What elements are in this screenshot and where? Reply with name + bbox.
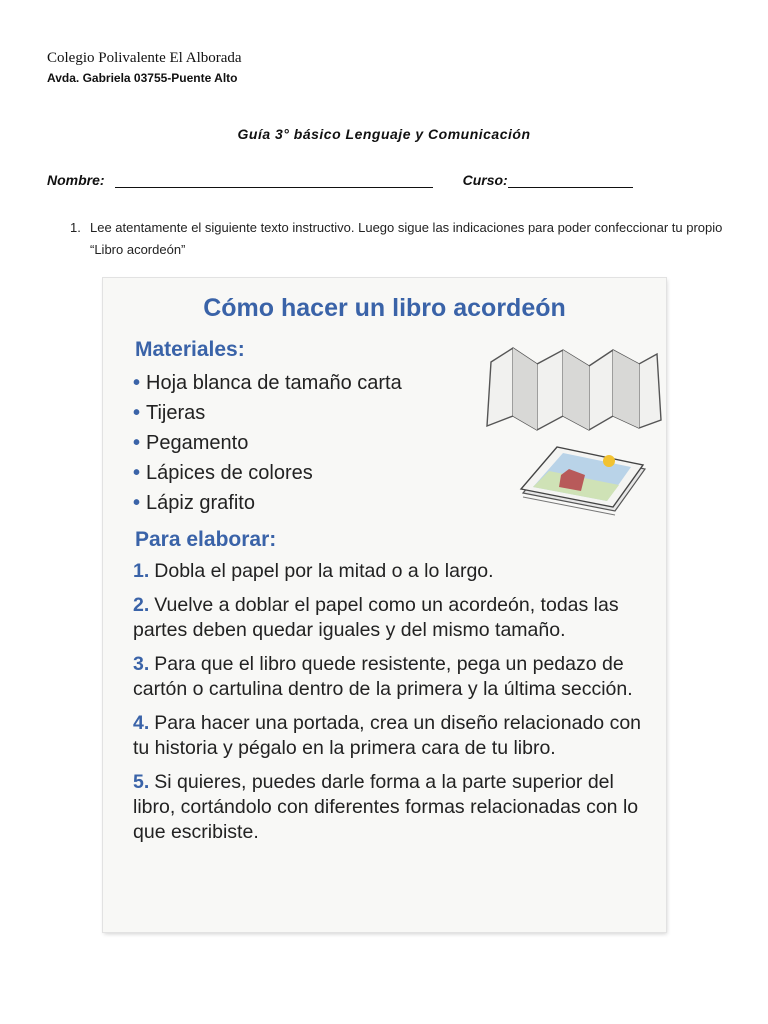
material-item: • Hoja blanca de tamaño carta — [133, 372, 402, 394]
material-item: • Lápiz grafito — [133, 492, 255, 514]
card-title: Cómo hacer un libro acordeón — [203, 294, 566, 322]
step-item: 5. Si quieres, puedes darle forma a la parte superior del libro, cortándolo con diferentes formas relacionadas con lo que escribiste. — [133, 771, 639, 843]
step-item: 4. Para hacer una portada, crea un diseño relacionado con tu historia y pégalo en la primera cara de tu libro. — [133, 712, 642, 759]
steps-list — [133, 559, 653, 854]
bullet-icon: • — [133, 432, 141, 454]
student-info-row — [47, 172, 633, 188]
materials-heading: Materiales: — [135, 338, 245, 361]
bullet-icon: • — [133, 402, 141, 424]
bullet-icon: • — [133, 372, 141, 394]
school-address: Avda. Gabriela 03755-Puente Alto — [47, 71, 238, 85]
bullet-icon: • — [133, 492, 141, 514]
name-field[interactable] — [115, 173, 433, 188]
name-colon: : — [99, 172, 105, 188]
instruction-item — [70, 217, 730, 261]
steps-heading: Para elaborar: — [135, 528, 277, 551]
step-item: 2. Vuelve a doblar el papel como un acordeón, todas las partes deben quedar iguales y del mismo tamaño. — [133, 594, 619, 641]
bullet-icon: • — [133, 462, 141, 484]
materials-list — [133, 368, 402, 518]
step-item: 3. Para que el libro quede resistente, pega un pedazo de cartón o cartulina dentro de la primera y la última sección. — [133, 653, 633, 700]
material-item: • Lápices de colores — [133, 462, 313, 484]
decorated-book-cover-icon — [519, 445, 649, 521]
name-label: Nombre — [47, 172, 100, 188]
school-name: Colegio Polivalente El Alborada — [47, 50, 242, 66]
material-item: • Pegamento — [133, 432, 249, 454]
course-field[interactable] — [508, 173, 633, 188]
instruction-text: Lee atentamente el siguiente texto instructivo. Luego sigue las indicaciones para poder confeccionar tu propio “Libro acordeón” — [90, 220, 723, 257]
guide-title: Guía 3° básico Lenguaje y Comunicación — [237, 126, 531, 142]
material-item: • Tijeras — [133, 402, 206, 424]
instruction-card — [103, 278, 666, 932]
course-label: Curso: — [462, 172, 508, 188]
folded-accordion-paper-icon — [479, 340, 665, 432]
step-item: 1. Dobla el papel por la mitad o a lo largo. — [133, 560, 494, 582]
instruction-number: 1. — [70, 220, 81, 235]
